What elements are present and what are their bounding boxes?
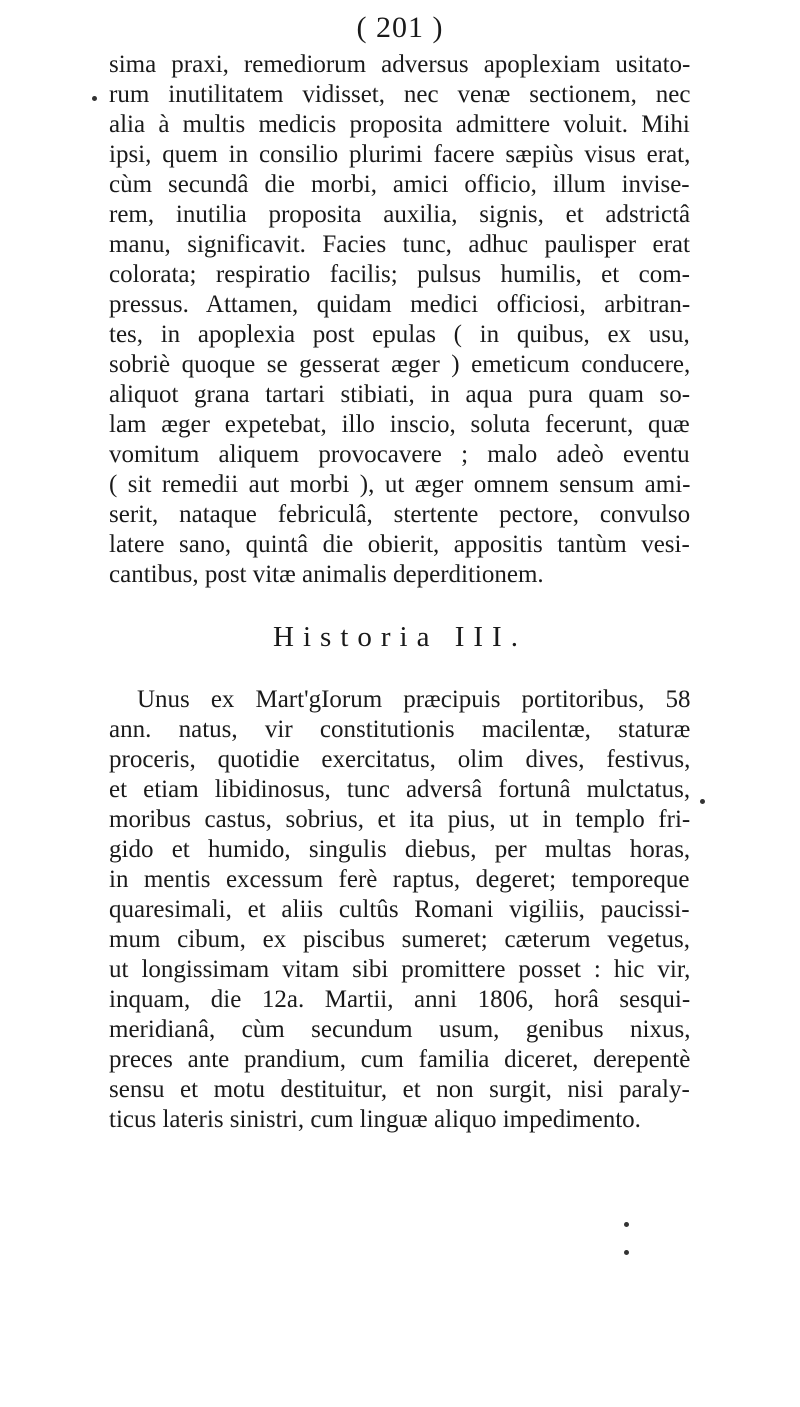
text-line: Unus ex Mart'gIorum præcipuis portitoribus, 58 — [137, 686, 691, 713]
text-line: gido et humido, singulis diebus, per multas horas, — [109, 836, 691, 863]
text-line: lam æger expetebat, illo inscio, soluta fecerunt, quæ — [109, 411, 690, 438]
text-line: serit, nataque febriculâ, stertente pectore, convulso — [109, 501, 691, 528]
text-line: preces ante prandium, cum familia diceret, derepentè — [109, 1046, 691, 1073]
section-heading: Historia III. — [273, 621, 527, 653]
ink-speck — [624, 1250, 629, 1255]
text-line: ut longissimam vitam sibi promittere posset : hic vir, — [109, 956, 691, 983]
text-line: vomitum aliquem provocavere ; malo adeò eventu — [109, 441, 690, 468]
text-line: ann. natus, vir constitutionis macilentæ, staturæ — [109, 716, 691, 743]
text-line: et etiam libidinosus, tunc adversâ fortunâ mulctatus, — [109, 776, 691, 803]
text-line: ( sit remedii aut morbi ), ut æger omnem sensum ami- — [109, 471, 691, 498]
text-line: sima praxi, remediorum adversus apoplexiam usitato- — [109, 51, 691, 78]
text-line: rem, inutilia proposita auxilia, signis, et adstrictâ — [109, 201, 691, 228]
text-line: in mentis excessum ferè raptus, degeret; temporeque — [109, 866, 690, 893]
ink-speck — [700, 799, 705, 804]
text-line: quaresimali, et aliis cultûs Romani vigiliis, paucissi- — [109, 896, 690, 923]
text-line: sensu et motu destituitur, et non surgit, nisi paraly- — [109, 1076, 690, 1103]
text-line: meridianâ, cùm secundum usum, genibus nixus, — [109, 1016, 691, 1043]
text-line: inquam, die 12a. Martii, anni 1806, horâ sesqui- — [109, 986, 691, 1013]
text-line: rum inutilitatem vidisset, nec venæ sectionem, nec — [109, 81, 691, 108]
page-number: ( 201 ) — [356, 11, 444, 44]
text-line: pressus. Attamen, quidam medici officiosi, arbitran- — [109, 291, 691, 318]
text-line: colorata; respiratio facilis; pulsus humilis, et com- — [109, 261, 690, 288]
text-line: mum cibum, ex piscibus sumeret; cæterum vegetus, — [109, 926, 690, 953]
text-line: manu, significavit. Facies tunc, adhuc paulisper erat — [109, 231, 690, 258]
text-line: moribus castus, sobrius, et ita pius, ut in templo fri- — [109, 806, 691, 833]
ink-speck — [92, 96, 97, 101]
text-line: ticus lateris sinistri, cum linguæ aliquo impedimento. — [109, 1106, 641, 1133]
text-line: latere sano, quintâ die obierit, appositis tantùm vesi- — [109, 531, 690, 558]
text-line: cantibus, post vitæ animalis deperditionem. — [109, 561, 544, 588]
ink-speck — [624, 1222, 629, 1227]
text-line: cùm secundâ die morbi, amici officio, illum invise- — [109, 171, 690, 198]
text-line: tes, in apoplexia post epulas ( in quibus, ex usu, — [109, 321, 690, 348]
text-line: sobriè quoque se gesserat æger ) emeticum conducere, — [109, 351, 691, 378]
text-line: alia à multis medicis proposita admittere voluit. Mihi — [109, 111, 690, 138]
text-line: aliquot grana tartari stibiati, in aqua pura quam so- — [109, 381, 691, 408]
text-line: ipsi, quem in consilio plurimi facere sæpiùs visus erat, — [109, 141, 691, 168]
text-line: proceris, quotidie exercitatus, olim dives, festivus, — [109, 746, 691, 773]
